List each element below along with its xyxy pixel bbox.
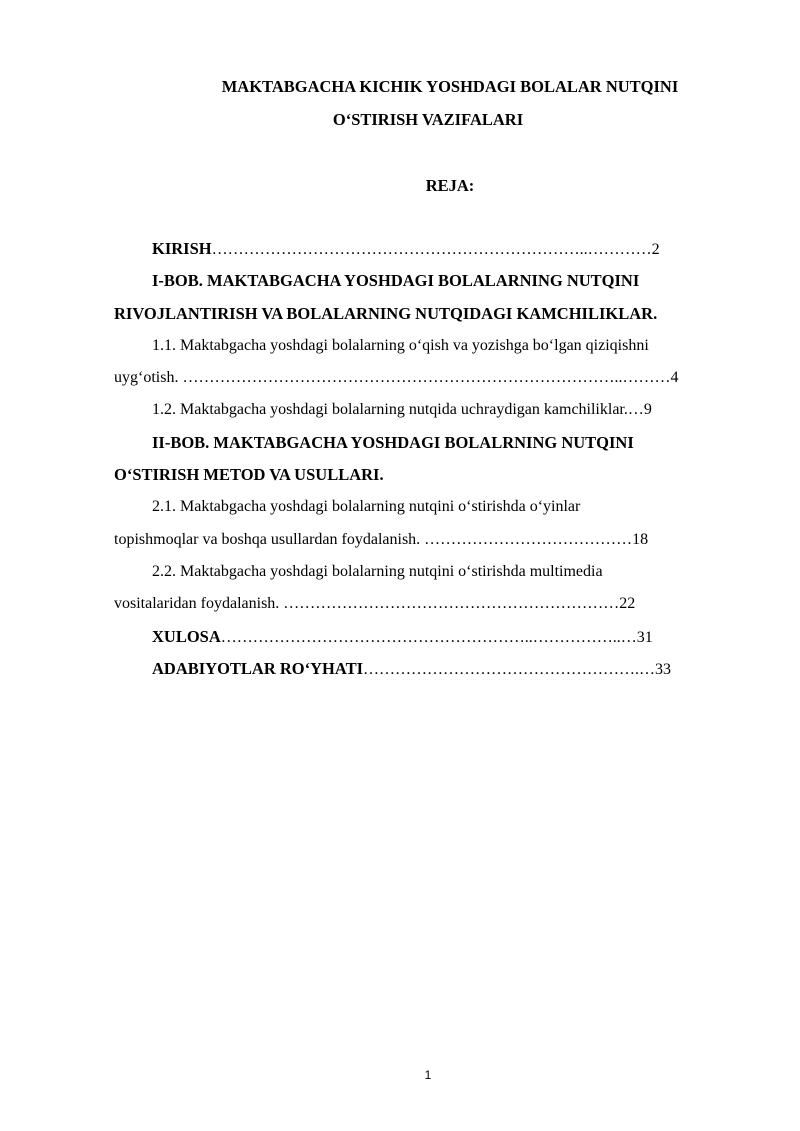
toc-adabiyotlar-leader: …………………………………………….…	[363, 661, 656, 678]
toc-section-2-1-leader: …………………………………	[424, 531, 633, 548]
toc-xulosa-leader: …………………………………………………..……………..…	[220, 629, 637, 646]
toc-section-2-1-line-2[interactable]	[114, 531, 648, 549]
toc-section-1-1-leader: ………………………………………………………………………..………	[182, 369, 671, 386]
toc-section-2-2-leader: ………………………………………………………	[283, 595, 620, 612]
toc-xulosa-page: 31	[636, 629, 653, 646]
toc-section-2-1-line-1[interactable]: 2.1. Maktabgacha yoshdagi bolalarning nutqini o‘stirishda o‘yinlar	[152, 498, 581, 515]
toc-entry-adabiyotlar[interactable]	[152, 659, 671, 679]
toc-entry-kirish[interactable]	[152, 239, 660, 259]
toc-section-1-1-line-2[interactable]	[114, 369, 678, 387]
toc-section-2-2-line-2[interactable]	[114, 595, 635, 613]
toc-section-2-1-page: 18	[632, 531, 649, 548]
toc-kirish-leader: ……………………………………………………………..…………	[211, 241, 652, 258]
toc-adabiyotlar-page: 33	[655, 661, 672, 678]
toc-section-2-2-line-1[interactable]: 2.2. Maktabgacha yoshdagi bolalarning nutqini o‘stirishda multimedia	[152, 563, 603, 580]
toc-section-1-1-line-1[interactable]: 1.1. Maktabgacha yoshdagi bolalarning o‘qish va yozishga bo‘lgan qiziqishni	[152, 337, 649, 354]
toc-section-1-1-page: 4	[670, 369, 679, 386]
toc-xulosa-label: XULOSA	[152, 627, 221, 646]
toc-section-2-1-text: topishmoqlar va boshqa usullardan foydalanish.	[114, 531, 421, 548]
toc-adabiyotlar-label: ADABIYOTLAR RO‘YHATI	[152, 659, 364, 678]
toc-chapter-1-line-1[interactable]: I-BOB. MAKTABGACHA YOSHDAGI BOLALARNING NUTQINI	[152, 271, 640, 290]
toc-chapter-2-line-2[interactable]: O‘STIRISH METOD VA USULLARI.	[114, 465, 384, 484]
toc-entry-xulosa[interactable]	[152, 627, 653, 647]
toc-section-2-2-page: 22	[619, 595, 636, 612]
toc-section-1-2-text: 1.2. Maktabgacha yoshdagi bolalarning nutqida uchraydigan kamchiliklar.	[152, 401, 628, 418]
toc-section-2-2-text: vositalaridan foydalanish.	[114, 595, 280, 612]
plan-heading: REJA:	[425, 176, 475, 195]
toc-kirish-label: KIRISH	[152, 239, 212, 258]
toc-section-1-1-text: uyg‘otish.	[114, 369, 179, 386]
toc-section-1-2-leader: …	[627, 401, 644, 418]
toc-chapter-1-line-2[interactable]: RIVOJLANTIRISH VA BOLALARNING NUTQIDAGI KAMCHILIKLAR.	[114, 304, 658, 323]
document-title-line-1: MAKTABGACHA KICHIK YOSHDAGI BOLALAR NUTQINI	[221, 77, 679, 96]
toc-section-1-2-page: 9	[643, 401, 652, 418]
toc-chapter-2-line-1[interactable]: II-BOB. MAKTABGACHA YOSHDAGI BOLALRNING NUTQINI	[152, 433, 634, 452]
toc-kirish-page: 2	[651, 241, 660, 258]
toc-section-1-2[interactable]	[152, 401, 652, 419]
page-number: 1	[424, 1068, 432, 1082]
document-title-line-2: O‘STIRISH VAZIFALARI	[332, 110, 524, 129]
